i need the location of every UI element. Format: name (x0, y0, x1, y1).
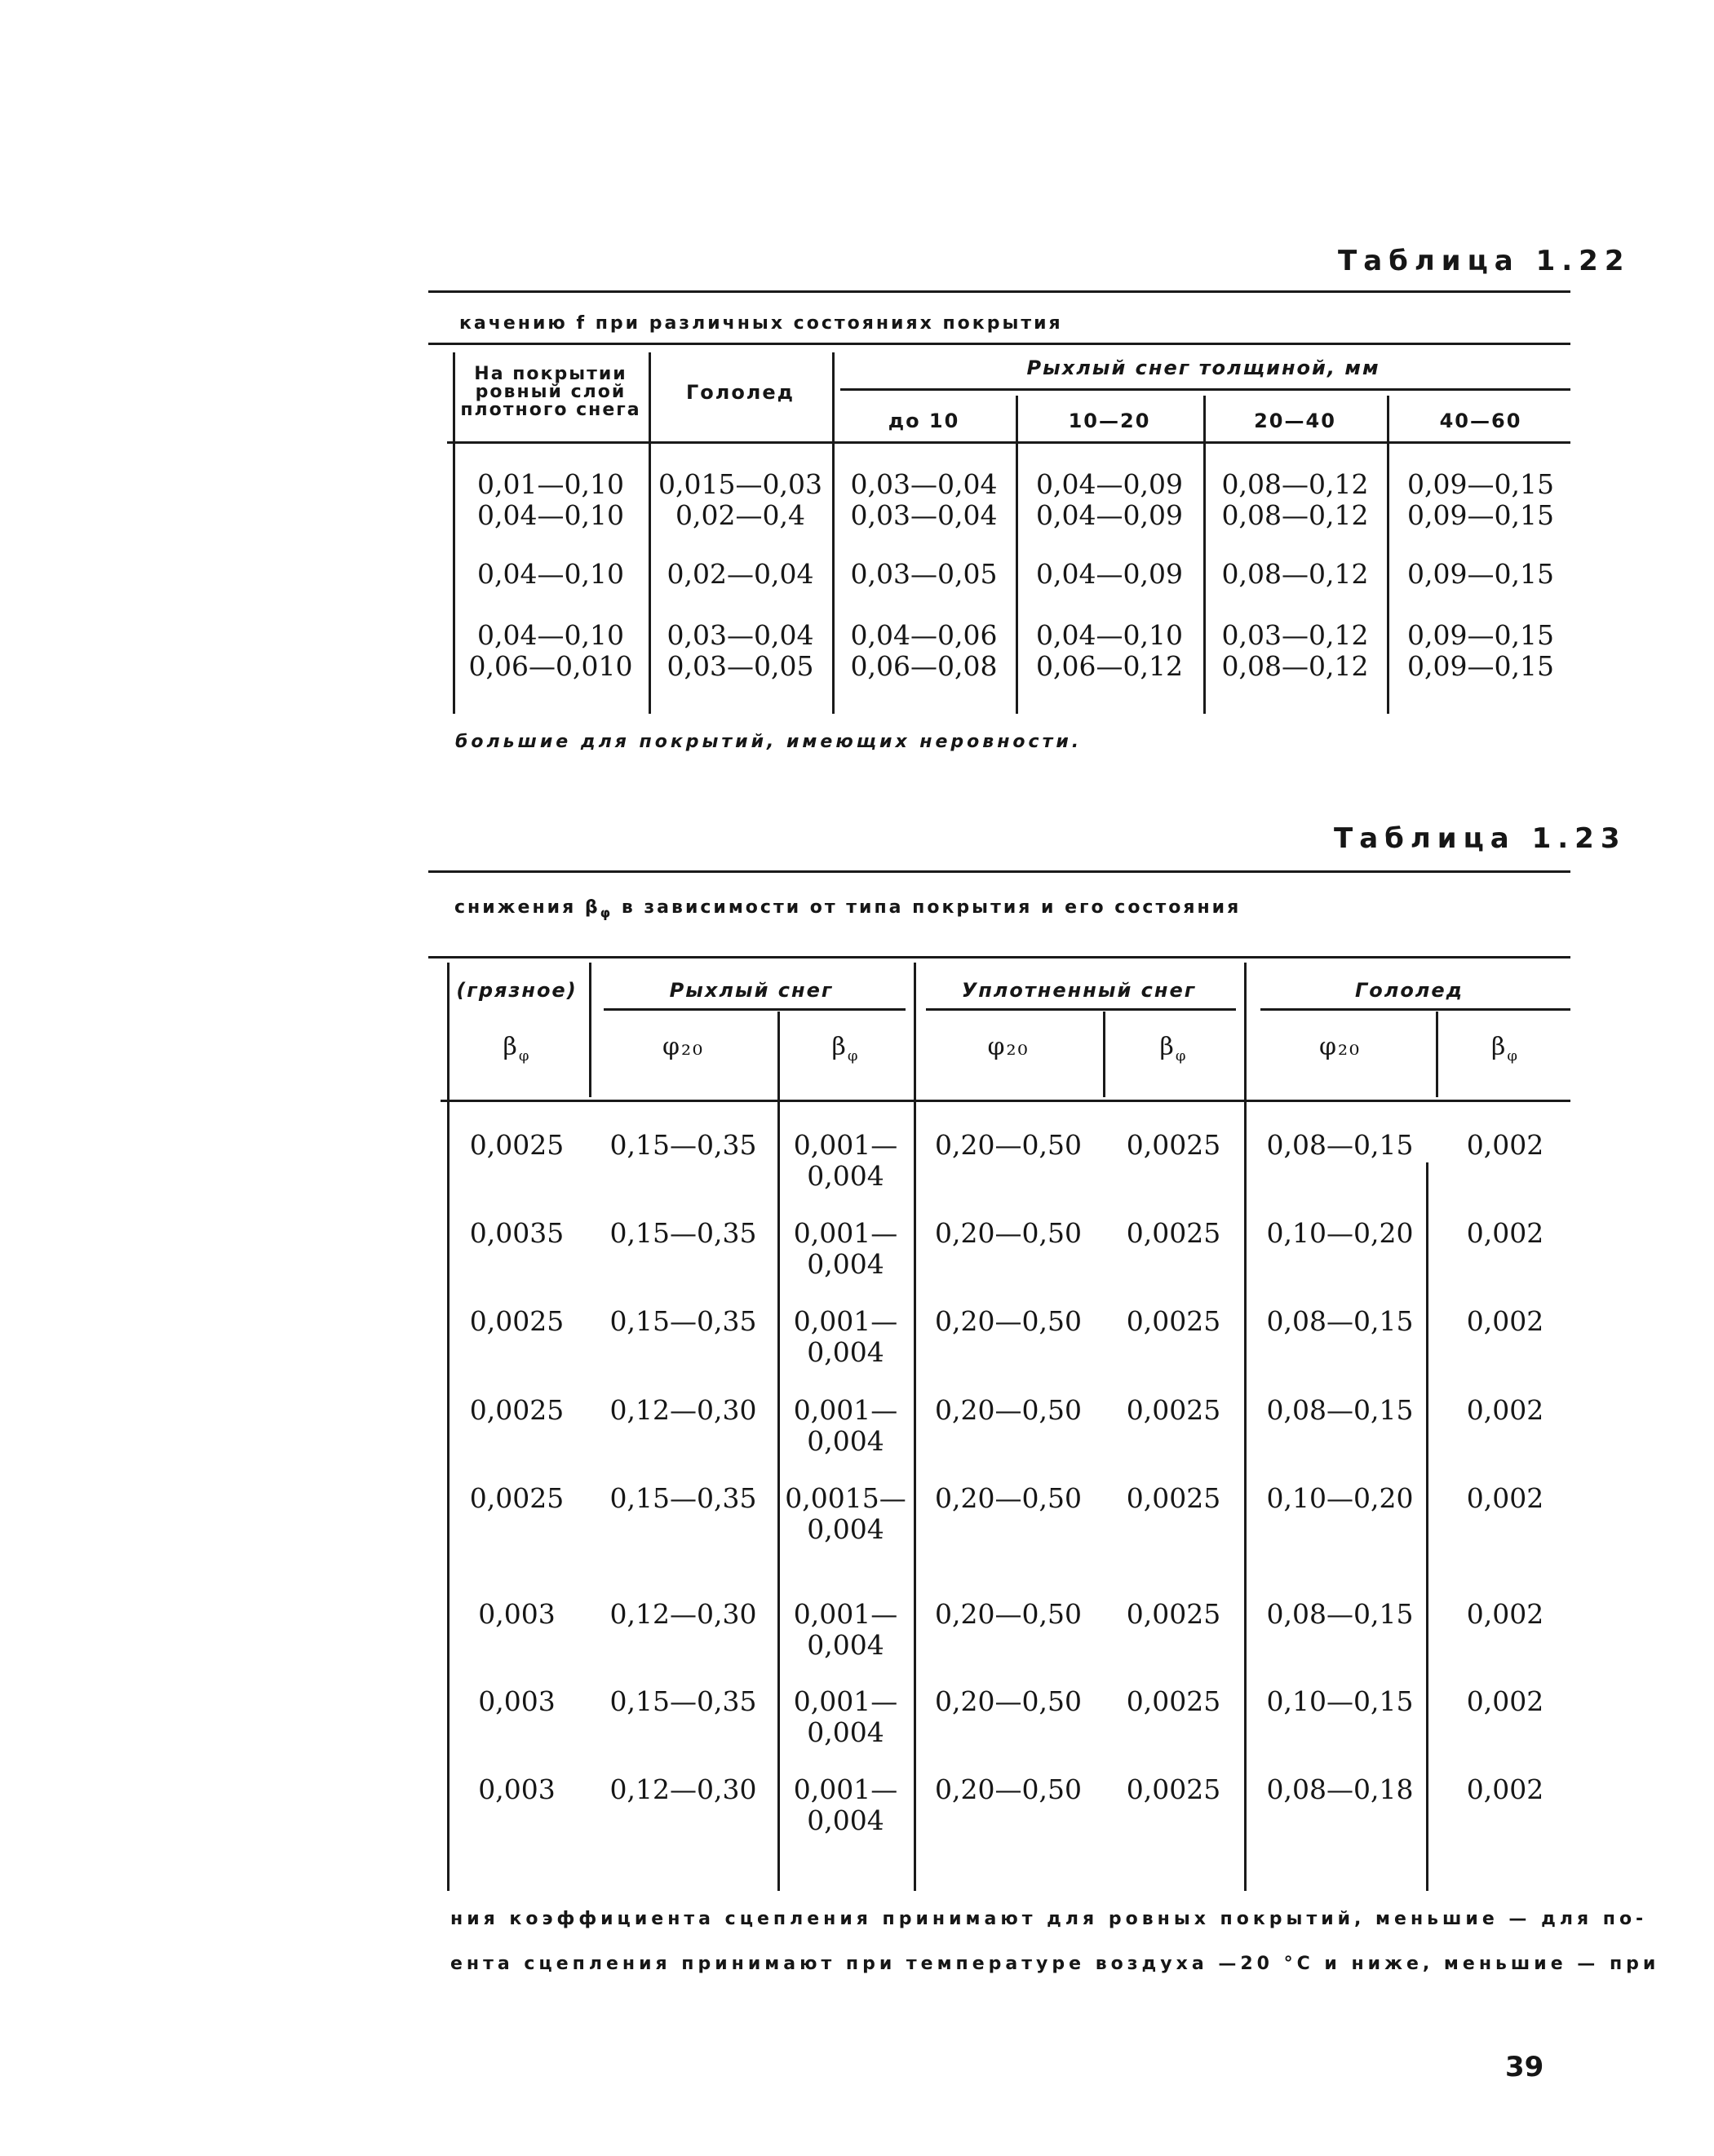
cell-value: 0,20—0,50 (935, 1598, 1082, 1630)
cell-value: 0,08—0,15 (1266, 1305, 1414, 1337)
cell-value: 0,04—0,09 (1036, 468, 1183, 500)
sub-header-symbol: β (831, 1033, 848, 1061)
table-cell (589, 1130, 777, 1161)
cell-value: 0,001— (793, 1217, 898, 1249)
table-cell (589, 1218, 777, 1249)
cell-value: 0,002 (1466, 1305, 1544, 1337)
table-cell (777, 1218, 914, 1280)
cell-value: 0,20—0,50 (935, 1305, 1082, 1337)
cell-value: 0,20—0,50 (935, 1394, 1082, 1426)
cell-value: 0,12—0,30 (609, 1394, 757, 1426)
table-cell (589, 1774, 777, 1805)
cell-value: 0,001— (793, 1129, 898, 1161)
cell-value: 0,0025 (1126, 1217, 1221, 1249)
cell-value: 0,0015— (785, 1482, 906, 1514)
table-cell (777, 1483, 914, 1545)
cell-value: 0,08—0,12 (1221, 499, 1369, 531)
table-cell (1436, 1599, 1574, 1630)
table-cell (1436, 1306, 1574, 1337)
cell-value: 0,0025 (1126, 1598, 1221, 1630)
cell-value: 0,08—0,15 (1266, 1598, 1414, 1630)
table-cell (445, 1599, 589, 1630)
cell-value: 0,10—0,20 (1266, 1217, 1414, 1249)
table-cell (445, 1686, 589, 1717)
table-cell (1103, 1599, 1244, 1630)
cell-value: 0,04—0,10 (1036, 619, 1183, 651)
cell-value: 0,20—0,50 (935, 1773, 1082, 1805)
sub-header-symbol: φ₂₀ (987, 1033, 1030, 1061)
sub-header-symbol: φ₂₀ (662, 1033, 705, 1061)
table-cell (1203, 559, 1387, 590)
table-cell (914, 1483, 1103, 1514)
sub-header (777, 1033, 914, 1068)
sub-header (589, 1033, 777, 1061)
table-123-caption: Таблица 1.23 (1334, 822, 1627, 855)
cell-value: 0,002 (1466, 1129, 1544, 1161)
cell-value: 0,001— (793, 1394, 898, 1426)
sub-header-subscript: φ (518, 1047, 531, 1065)
cell-value: 0,003 (478, 1773, 556, 1805)
cell-value: 0,03—0,04 (667, 619, 814, 651)
sub-header (1244, 1033, 1436, 1061)
table-cell (777, 1774, 914, 1836)
table-cell (1244, 1483, 1436, 1514)
group-header: Рыхлый снег (669, 979, 834, 1002)
table-cell (589, 1395, 777, 1426)
t123-group-rule-loose (604, 1008, 906, 1011)
cell-value: 0,0025 (1126, 1129, 1221, 1161)
table-cell (1387, 559, 1574, 590)
group-header: (грязное) (456, 979, 578, 1002)
cell-value: 0,001— (793, 1598, 898, 1630)
cell-value: 0,08—0,15 (1266, 1394, 1414, 1426)
header-thickness-range: до 10 (888, 410, 960, 432)
cell-value: 0,20—0,50 (935, 1685, 1082, 1717)
cell-value: 0,08—0,12 (1221, 468, 1369, 500)
cell-value: 0,20—0,50 (935, 1129, 1082, 1161)
cell-value: 0,12—0,30 (609, 1598, 757, 1630)
sub-header (1436, 1033, 1574, 1068)
sub-header-symbol: β (1159, 1033, 1176, 1061)
table-cell (1436, 1395, 1574, 1426)
table-cell (649, 620, 832, 682)
cell-value: 0,06—0,12 (1036, 650, 1183, 682)
table-cell (1016, 469, 1203, 531)
table-cell (832, 620, 1016, 682)
table-cell (1436, 1483, 1574, 1514)
cell-value: 0,15—0,35 (609, 1482, 757, 1514)
table-cell (1244, 1599, 1436, 1630)
table-cell (914, 1218, 1103, 1249)
cell-value: 0,15—0,35 (609, 1129, 757, 1161)
table-cell (589, 1483, 777, 1514)
footnote-line-2: ента сцепления принимают при температуре воздуха —20 °С и ниже, меньшие — при (450, 1954, 1660, 1974)
sub-header-symbol: φ₂₀ (1318, 1033, 1362, 1061)
sub-header-subscript: φ (847, 1047, 860, 1065)
table-cell (1436, 1130, 1574, 1161)
table-cell (914, 1306, 1103, 1337)
cell-value: 0,08—0,12 (1221, 650, 1369, 682)
cell-value: 0,004 (807, 1248, 884, 1280)
cell-value: 0,03—0,05 (850, 558, 998, 590)
cell-value: 0,09—0,15 (1407, 619, 1554, 651)
cell-value: 0,001— (793, 1773, 898, 1805)
cell-value: 0,004 (807, 1160, 884, 1192)
page-number: 39 (1505, 2051, 1544, 2083)
cell-value: 0,04—0,09 (1036, 499, 1183, 531)
cell-value: 0,08—0,12 (1221, 558, 1369, 590)
cell-value: 0,09—0,15 (1407, 499, 1554, 531)
group-header: Гололед (1354, 979, 1464, 1002)
table-cell (445, 1395, 589, 1426)
table-122-top-rule (428, 290, 1570, 293)
cell-value: 0,04—0,09 (1036, 558, 1183, 590)
table-cell (1016, 620, 1203, 682)
cell-value: 0,0025 (469, 1482, 565, 1514)
table-cell (445, 1130, 589, 1161)
table-122-header-rule (428, 343, 1570, 345)
table-cell (777, 1686, 914, 1748)
cell-value: 0,04—0,10 (477, 558, 624, 590)
cell-value: 0,03—0,04 (850, 468, 998, 500)
table-cell (453, 559, 649, 590)
cell-value: 0,10—0,20 (1266, 1482, 1414, 1514)
table-cell (777, 1395, 914, 1457)
table-123-top-rule (428, 870, 1570, 873)
header-ice: Гололед (685, 381, 795, 404)
cell-value: 0,01—0,10 (477, 468, 624, 500)
table-cell (445, 1774, 589, 1805)
cell-value: 0,0025 (1126, 1482, 1221, 1514)
cell-value: 0,0025 (1126, 1773, 1221, 1805)
cell-value: 0,0025 (469, 1305, 565, 1337)
table-cell (1103, 1130, 1244, 1161)
sub-header-symbol: β (503, 1033, 519, 1061)
table-cell (1387, 469, 1574, 531)
cell-value: 0,02—0,4 (675, 499, 805, 531)
header-thickness-range: 20—40 (1254, 410, 1336, 432)
cell-value: 0,15—0,35 (609, 1685, 757, 1717)
header-on-packed-snow (453, 365, 649, 419)
cell-value: 0,002 (1466, 1394, 1544, 1426)
table-cell (589, 1686, 777, 1717)
cell-value: 0,0025 (1126, 1685, 1221, 1717)
cell-value: 0,09—0,15 (1407, 650, 1554, 682)
table-cell (1203, 620, 1387, 682)
cell-value: 0,20—0,50 (935, 1217, 1082, 1249)
table-cell (445, 1218, 589, 1249)
cell-value: 0,002 (1466, 1773, 1544, 1805)
table-cell (1103, 1483, 1244, 1514)
header-loose-snow: Рыхлый снег толщиной, мм (1026, 356, 1380, 379)
sub-header-subscript: φ (1175, 1047, 1188, 1065)
footnote-line-1: ния коэффициента сцепления принимают для ровных покрытий, меньшие — для по- (450, 1909, 1648, 1929)
cell-value: 0,003 (478, 1598, 556, 1630)
table-cell (832, 559, 1016, 590)
cell-value: 0,003 (478, 1685, 556, 1717)
header-thickness-range: 10—20 (1068, 410, 1151, 432)
header-on-packed-snow-line: ровный слой (475, 382, 627, 402)
table-122-caption: Таблица 1.22 (1338, 245, 1631, 277)
table-cell (777, 1130, 914, 1192)
cell-value: 0,002 (1466, 1685, 1544, 1717)
table-cell (914, 1395, 1103, 1426)
table-cell (1436, 1686, 1574, 1717)
header-on-packed-snow-line: На покрытии (474, 364, 627, 384)
table-123-subtitle: снижения $\beta_\varphi$ в зависимости от типа покрытия и его состояния (454, 897, 1242, 921)
cell-value: 0,002 (1466, 1598, 1544, 1630)
sub-header-symbol: β (1491, 1033, 1508, 1061)
group-header: Уплотненный снег (961, 979, 1197, 1002)
table-cell (1244, 1130, 1436, 1161)
table-cell (1103, 1306, 1244, 1337)
table-cell (589, 1599, 777, 1630)
table-123-header-rule (428, 956, 1570, 958)
header-thickness-range: 40—60 (1439, 410, 1522, 432)
table-cell (1103, 1218, 1244, 1249)
sub-header (445, 1033, 589, 1068)
table-cell (1016, 559, 1203, 590)
t123-group-rule-ice (1260, 1008, 1570, 1011)
cell-value: 0,004 (807, 1716, 884, 1748)
cell-value: 0,004 (807, 1425, 884, 1457)
cell-value: 0,03—0,04 (850, 499, 998, 531)
cell-value: 0,0025 (1126, 1305, 1221, 1337)
table-cell (1103, 1395, 1244, 1426)
table-cell (589, 1306, 777, 1337)
cell-value: 0,004 (807, 1629, 884, 1661)
cell-value: 0,03—0,12 (1221, 619, 1369, 651)
cell-value: 0,04—0,06 (850, 619, 998, 651)
table-cell (1244, 1218, 1436, 1249)
cell-value: 0,015—0,03 (658, 468, 822, 500)
table-cell (914, 1774, 1103, 1805)
table-cell (445, 1306, 589, 1337)
cell-value: 0,08—0,18 (1266, 1773, 1414, 1805)
sub-header (914, 1033, 1103, 1061)
cell-value: 0,04—0,10 (477, 619, 624, 651)
t123-group-rule-packed (926, 1008, 1236, 1011)
table-cell (1244, 1306, 1436, 1337)
cell-value: 0,04—0,10 (477, 499, 624, 531)
cell-value: 0,09—0,15 (1407, 558, 1554, 590)
cell-value: 0,004 (807, 1513, 884, 1545)
cell-value: 0,001— (793, 1305, 898, 1337)
table-cell (649, 469, 832, 531)
cell-value: 0,02—0,04 (667, 558, 814, 590)
t123-header-bottom-rule (441, 1100, 1570, 1102)
table-cell (1436, 1218, 1574, 1249)
cell-value: 0,0035 (469, 1217, 565, 1249)
table-cell (1436, 1774, 1574, 1805)
table-122-note: большие для покрытий, имеющих неровности. (455, 732, 1083, 752)
cell-value: 0,06—0,08 (850, 650, 998, 682)
cell-value: 0,002 (1466, 1482, 1544, 1514)
table-cell (914, 1686, 1103, 1717)
table-cell (1103, 1686, 1244, 1717)
cell-value: 0,06—0,010 (468, 650, 633, 682)
cell-value: 0,002 (1466, 1217, 1544, 1249)
cell-value: 0,20—0,50 (935, 1482, 1082, 1514)
cell-value: 0,10—0,15 (1266, 1685, 1414, 1717)
cell-value: 0,001— (793, 1685, 898, 1717)
table-cell (914, 1130, 1103, 1161)
cell-value: 0,15—0,35 (609, 1305, 757, 1337)
table-cell (777, 1599, 914, 1661)
table-122-subtitle: качению f при различных состояниях покрытия (459, 313, 1063, 334)
cell-value: 0,12—0,30 (609, 1773, 757, 1805)
t122-header-bottom-rule (447, 441, 1570, 444)
cell-value: 0,15—0,35 (609, 1217, 757, 1249)
cell-value: 0,0025 (1126, 1394, 1221, 1426)
sub-header-subscript: φ (1507, 1047, 1519, 1065)
cell-value: 0,004 (807, 1336, 884, 1368)
table-cell (445, 1483, 589, 1514)
table-cell (1203, 469, 1387, 531)
table-cell (1244, 1395, 1436, 1426)
sub-header (1103, 1033, 1244, 1068)
table-cell (453, 469, 649, 531)
table-cell (1387, 620, 1574, 682)
cell-value: 0,004 (807, 1804, 884, 1836)
table-cell (777, 1306, 914, 1368)
table-cell (1244, 1774, 1436, 1805)
cell-value: 0,03—0,05 (667, 650, 814, 682)
table-cell (832, 469, 1016, 531)
table-cell (1103, 1774, 1244, 1805)
header-on-packed-snow-line: плотного снега (460, 400, 641, 420)
cell-value: 0,0025 (469, 1129, 565, 1161)
t122-loose-snow-rule (840, 388, 1570, 391)
table-cell (1244, 1686, 1436, 1717)
table-cell (649, 559, 832, 590)
table-cell (914, 1599, 1103, 1630)
cell-value: 0,08—0,15 (1266, 1129, 1414, 1161)
cell-value: 0,09—0,15 (1407, 468, 1554, 500)
table-cell (453, 620, 649, 682)
cell-value: 0,0025 (469, 1394, 565, 1426)
